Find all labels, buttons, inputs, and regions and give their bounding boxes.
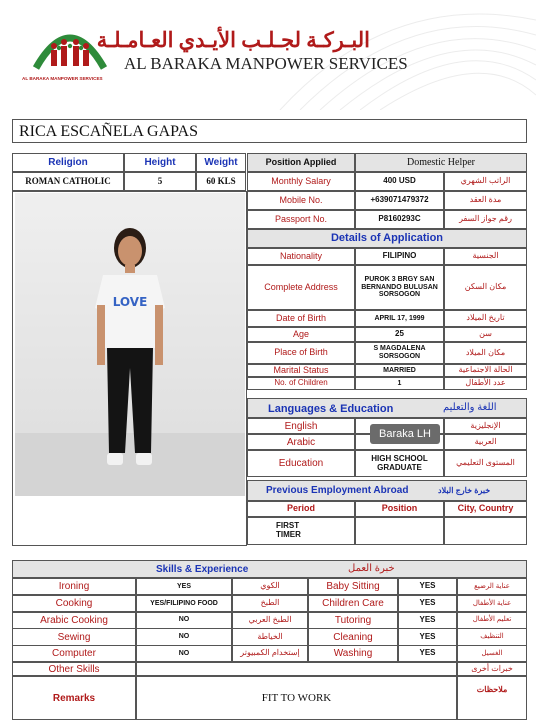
photo-frame: [12, 191, 247, 546]
dob-arabic: تاريخ الميلاد: [444, 310, 527, 327]
company-arabic-name: البـركـة لجـلـب الأيـدي العـامـلـة: [96, 28, 370, 52]
skill-left-value: NO: [136, 612, 232, 629]
skills-title: Skills & Experience: [156, 564, 249, 575]
skill-left-label: Computer: [12, 645, 136, 662]
skill-right-label: Tutoring: [308, 612, 398, 629]
education-arabic: المستوى التعليمي: [444, 450, 527, 477]
mobile-arabic: مدة العقد: [444, 191, 527, 210]
skill-right-value: YES: [398, 578, 457, 595]
salary-value: 400 USD: [355, 172, 444, 191]
city-header: City, Country: [444, 501, 527, 517]
children-value: 1: [355, 377, 444, 390]
other-skills-label: Other Skills: [12, 662, 136, 676]
skill-left-value: YES/FILIPINO FOOD: [136, 595, 232, 612]
address-value: PUROK 3 BRGY SAN BERNANDO BULUSAN SORSOGON: [355, 265, 444, 310]
weight-label: Weight: [196, 153, 246, 172]
skill-right-label: Children Care: [308, 595, 398, 612]
english-label: English: [247, 418, 355, 434]
weight-value: 60 KLS: [196, 172, 246, 191]
remarks-arabic: ملاحظات: [457, 676, 527, 720]
skill-right-arabic: الغسيل: [457, 645, 527, 662]
other-skills-value: [136, 662, 457, 676]
address-arabic: مكان السكن: [444, 265, 527, 310]
arabic-label: Arabic: [247, 434, 355, 450]
passport-label: Passport No.: [247, 210, 355, 229]
company-name: AL BARAKA MANPOWER SERVICES: [124, 54, 408, 73]
marital-value: MARRIED: [355, 364, 444, 377]
position-header: Position: [355, 501, 444, 517]
skill-left-arabic: إستخدام الكمبيوتر: [232, 645, 308, 662]
candidate-name: RICA ESCAÑELA GAPAS: [12, 119, 527, 143]
remarks-value: FIT TO WORK: [136, 676, 457, 720]
employment-title-arabic: خبرة خارج البلاد: [438, 486, 491, 495]
mobile-value: +639071479372: [355, 191, 444, 210]
nationality-label: Nationality: [247, 248, 355, 265]
skill-right-label: Baby Sitting: [308, 578, 398, 595]
skill-left-label: Sewing: [12, 628, 136, 645]
english-arabic: الإنجليزية: [444, 418, 527, 434]
other-skills-arabic: خبرات أخرى: [457, 662, 527, 676]
passport-value: P8160293C: [355, 210, 444, 229]
mobile-label: Mobile No.: [247, 191, 355, 210]
education-value: HIGH SCHOOL GRADUATE: [355, 450, 444, 477]
logo-caption: AL BARAKA MANPOWER SERVICES: [22, 76, 103, 81]
pob-label: Place of Birth: [247, 342, 355, 364]
height-label: Height: [124, 153, 196, 172]
dob-label: Date of Birth: [247, 310, 355, 327]
languages-title: Languages & Education: [268, 403, 394, 415]
skill-right-value: YES: [398, 645, 457, 662]
employment-header: [247, 480, 527, 501]
skill-right-arabic: عناية الأطفال: [457, 595, 527, 612]
languages-title-arabic: اللغة والتعليم: [443, 402, 497, 413]
age-value: 25: [355, 327, 444, 342]
remarks-label: Remarks: [12, 676, 136, 720]
age-label: Age: [247, 327, 355, 342]
skill-left-arabic: الخياطة: [232, 628, 308, 645]
dob-value: APRIL 17, 1999: [355, 310, 444, 327]
pob-value: S MAGDALENA SORSOGON: [355, 342, 444, 364]
skill-left-arabic: الطبخ العربي: [232, 612, 308, 629]
skill-right-arabic: عناية الرضيع: [457, 578, 527, 595]
skill-right-arabic: تعليم الأطفال: [457, 612, 527, 629]
marital-label: Marital Status: [247, 364, 355, 377]
height-value: 5: [124, 172, 196, 191]
passport-arabic: رقم جواز السفر: [444, 210, 527, 229]
period-header: Period: [247, 501, 355, 517]
employment-title: Previous Employment Abroad: [266, 485, 409, 496]
skill-left-label: Cooking: [12, 595, 136, 612]
skill-left-arabic: الكوي: [232, 578, 308, 595]
details-title: Details of Application: [247, 229, 527, 248]
address-label: Complete Address: [247, 265, 355, 310]
nationality-value: FILIPINO: [355, 248, 444, 265]
children-arabic: عدد الأطفال: [444, 377, 527, 390]
religion-value: ROMAN CATHOLIC: [12, 172, 124, 191]
position-value-empty: [355, 517, 444, 545]
position-value: Domestic Helper: [355, 153, 527, 172]
nationality-arabic: الجنسية: [444, 248, 527, 265]
skill-right-label: Cleaning: [308, 628, 398, 645]
marital-arabic: الحالة الاجتماعية: [444, 364, 527, 377]
skill-left-value: NO: [136, 628, 232, 645]
position-label: Position Applied: [247, 153, 355, 172]
skill-right-value: YES: [398, 628, 457, 645]
skill-left-arabic: الطبخ: [232, 595, 308, 612]
skills-title-arabic: خبرة العمل: [348, 563, 395, 574]
arabic-arabic: العربية: [444, 434, 527, 450]
period-value: FIRST TIMER: [247, 517, 355, 545]
skill-right-value: YES: [398, 612, 457, 629]
salary-arabic: الراتب الشهري: [444, 172, 527, 191]
watermark-badge: Baraka LH: [370, 424, 440, 444]
salary-label: Monthly Salary: [247, 172, 355, 191]
skills-header: [12, 560, 527, 578]
religion-label: Religion: [12, 153, 124, 172]
education-label: Education: [247, 450, 355, 477]
skill-left-label: Ironing: [12, 578, 136, 595]
children-label: No. of Children: [247, 377, 355, 390]
skill-right-arabic: التنظيف: [457, 628, 527, 645]
age-arabic: سن: [444, 327, 527, 342]
shirt-text: LOVE: [112, 295, 148, 309]
city-value-empty: [444, 517, 527, 545]
skill-left-value: YES: [136, 578, 232, 595]
skill-left-value: NO: [136, 645, 232, 662]
languages-header: [247, 398, 527, 418]
skill-right-value: YES: [398, 595, 457, 612]
skill-left-label: Arabic Cooking: [12, 612, 136, 629]
pob-arabic: مكان الميلاد: [444, 342, 527, 364]
skill-right-label: Washing: [308, 645, 398, 662]
